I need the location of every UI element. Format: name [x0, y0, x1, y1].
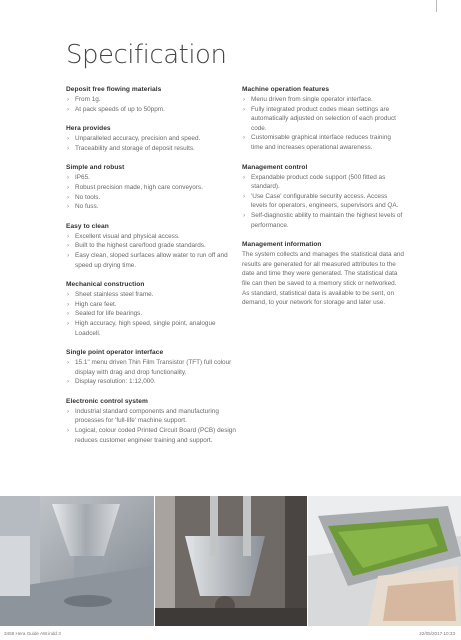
- list-item: › Excellent visual and physical access.: [66, 232, 236, 242]
- page-title: Specification: [66, 40, 227, 70]
- section-heading: Machine operation features: [242, 86, 330, 93]
- spec-section: [66, 349, 236, 387]
- product-tray-photo: [308, 496, 461, 626]
- list-item: › Robust precision made, high care conveyors.: [66, 183, 236, 193]
- spec-section: [66, 281, 236, 338]
- list-item: › Display resolution: 1:12,000.: [66, 377, 236, 387]
- list-item: › 'Use Case' configurable security access. Access levels for operators, engineers, supervisors and QA.: [242, 192, 404, 211]
- bullet-list: [242, 95, 404, 153]
- bullet-list: [66, 173, 236, 211]
- list-item: › Expandable product code support (500 fitted as standard).: [242, 173, 404, 192]
- section-heading: Single point operator interface: [66, 349, 164, 357]
- list-item: › Easy clean, sloped surfaces allow water to run off and speed up drying time.: [66, 251, 236, 270]
- crop-mark: [436, 0, 437, 12]
- spec-section: [66, 223, 236, 270]
- list-item: › Logical, colour coded Printed Circuit Board (PCB) design reduces customer engineer training and support.: [66, 426, 236, 445]
- section-heading: Easy to clean: [66, 222, 109, 230]
- list-item: › Built to the highest care/food grade standards.: [66, 241, 236, 251]
- print-footer: [0, 628, 461, 640]
- section-heading: Deposit free flowing materials: [66, 86, 162, 93]
- bullet-list: [66, 407, 236, 445]
- section-heading: Management control: [242, 163, 308, 171]
- list-item: › At pack speeds of up to 50ppm.: [66, 105, 236, 115]
- section-heading: Mechanical construction: [66, 281, 145, 289]
- bullet-list: [66, 232, 236, 270]
- bullet-list: [66, 95, 236, 114]
- list-item: › Menu driven from single operator interface.: [242, 95, 404, 105]
- spec-section: [242, 86, 404, 153]
- list-item: › Customisable graphical interface reduces training time and increases operational awareness.: [242, 133, 404, 152]
- footer-timestamp: 22/05/2017 10:33: [419, 631, 455, 636]
- bullet-list: [242, 173, 404, 231]
- list-item: › Industrial standard components and manufacturing processes for 'full-life' machine support.: [66, 407, 236, 426]
- list-item: › No fuss.: [66, 202, 236, 212]
- bullet-list: [66, 358, 236, 387]
- bullet-list: [66, 290, 236, 338]
- machine-photo-dispenser: [155, 496, 307, 626]
- list-item: › Sealed for life bearings.: [66, 309, 236, 319]
- spec-section: [66, 125, 236, 153]
- right-column: [242, 86, 404, 319]
- left-column: [66, 86, 236, 456]
- section-heading: Simple and robust: [66, 164, 125, 172]
- list-item: › From 1g.: [66, 95, 236, 105]
- section-heading: Management information: [242, 241, 322, 249]
- list-item: › 15.1" menu driven Thin Film Transistor (TFT) full colour display with drag and drop functionality.: [66, 358, 236, 377]
- spec-section: [66, 398, 236, 445]
- section-heading: Hera provides: [66, 125, 111, 133]
- list-item: › High care feet.: [66, 300, 236, 310]
- machine-photo-hopper: [0, 496, 154, 626]
- section-heading: Electronic control system: [66, 397, 148, 405]
- spec-section: [66, 86, 236, 114]
- photo-strip: [0, 496, 461, 626]
- list-item: › No tools.: [66, 193, 236, 203]
- spec-section: [242, 241, 404, 308]
- section-paragraph: The system collects and manages the statistical data and results are generated for all measured attributes to the date and time they were generated. The statistical data file can then be saved to a memory stick or networked. As standard, statistical data is available to be sent, on demand, to your network for storage and later use.: [242, 251, 404, 307]
- list-item: › Sheet stainless steel frame.: [66, 290, 236, 300]
- list-item: › IP65.: [66, 173, 236, 183]
- list-item: › Self-diagnostic ability to maintain the highest levels of performance.: [242, 211, 404, 230]
- list-item: › Traceability and storage of deposit results.: [66, 144, 236, 154]
- list-item: › High accuracy, high speed, single point, analogue Loadcell.: [66, 319, 236, 338]
- spec-section: [242, 164, 404, 231]
- list-item: › Unparalleled accuracy, precision and speed.: [66, 134, 236, 144]
- footer-file-name: 3458 Hera Guide AW.indd 3: [4, 631, 61, 636]
- list-item: › Fully integrated product codes mean settings are automatically adjusted on selection of each product code.: [242, 105, 404, 134]
- bullet-list: [66, 134, 236, 153]
- spec-section: [66, 164, 236, 211]
